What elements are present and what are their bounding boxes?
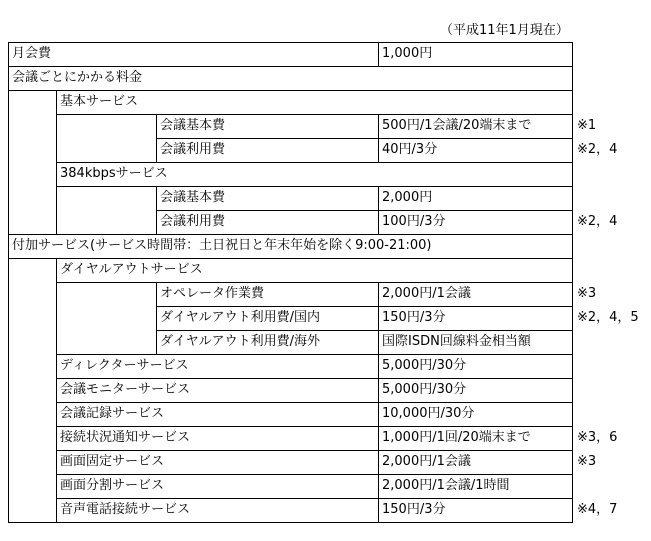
row-price: 150円/3分 [382,310,446,325]
row-label-cell [156,306,379,331]
row-label: 会議モニターサービス [60,382,191,397]
row-price-cell [378,426,573,451]
row-label: 会議記録サービス [60,406,165,421]
row-label-cell [56,378,379,403]
row-note: ※3 [577,454,597,469]
row-label-cell [156,114,379,139]
row-price: 2,000円 [382,190,433,205]
row-label: 画面固定サービス [60,454,165,469]
row-price: 10,000円/30分 [382,406,475,421]
row-label-cell [56,498,379,523]
row-label: 付加サービス(サービス時間帯：土日祝日と年末年始を除く9:00-21:00) [12,238,432,253]
row-label-cell [56,426,379,451]
row-label: オペレータ作業費 [160,286,265,301]
group-indent-cell [8,258,57,523]
date-note: （平成11年1月現在） [440,23,569,38]
row-label-cell [156,210,379,235]
row-label: ダイヤルアウトサービス [60,262,203,277]
row-label-cell [156,330,379,355]
row-price: 1,000円 [382,46,433,61]
row-price-cell [378,354,573,379]
row-note: ※2，4，5 [577,310,639,325]
row-label-cell [56,354,379,379]
row-note: ※4，7 [577,502,618,517]
row-label-cell [8,66,573,91]
row-label-cell [56,258,573,283]
row-price-cell [378,474,573,499]
row-label: ダイヤルアウト利用費/国内 [160,310,320,325]
row-label: 画面分割サービス [60,478,165,493]
row-price-cell [378,378,573,403]
row-label-cell [156,186,379,211]
row-price-cell [378,138,573,163]
row-price-cell [378,402,573,427]
row-label: 会議基本費 [160,118,226,133]
row-price-cell [378,114,573,139]
group-indent-cell [56,282,157,355]
row-label-cell [156,282,379,307]
row-price-cell [378,498,573,523]
row-price: 国際ISDN回線料金相当額 [382,334,531,349]
row-label: 384kbpsサービス [60,166,168,181]
row-price: 40円/3分 [382,142,438,157]
row-label-cell [56,402,379,427]
row-price: 500円/1会議/20端末まで [382,118,532,133]
row-note: ※2，4 [577,142,618,157]
row-label: 音声電話接続サービス [60,502,191,517]
row-label-cell [56,450,379,475]
row-label: ディレクターサービス [60,358,189,373]
row-price-cell [378,330,573,355]
row-note: ※3 [577,286,597,301]
row-label-cell [56,474,379,499]
row-note: ※1 [577,118,597,133]
group-indent-cell [56,186,157,235]
row-price-cell [378,42,573,67]
row-price: 100円/3分 [382,214,446,229]
row-price: 2,000円/1会議 [382,454,471,469]
row-price: 2,000円/1会議 [382,286,471,301]
row-price: 150円/3分 [382,502,446,517]
row-price-cell [378,210,573,235]
row-price-cell [378,282,573,307]
row-label-cell [156,138,379,163]
row-label-cell [8,234,573,259]
row-note: ※3，6 [577,430,618,445]
row-price-cell [378,186,573,211]
row-label: 会議利用費 [160,142,226,157]
row-label-cell [8,42,379,67]
row-price-cell [378,450,573,475]
row-label: 会議基本費 [160,190,226,205]
row-label: 基本サービス [60,94,139,109]
group-indent-cell [8,90,57,235]
row-label: ダイヤルアウト利用費/海外 [160,334,320,349]
row-note: ※2，4 [577,214,618,229]
group-indent-cell [56,114,157,163]
row-label: 月会費 [12,46,52,61]
row-label: 会議ごとにかかる料金 [12,70,143,85]
row-price: 1,000円/1回/20端末まで [382,430,531,445]
row-label-cell [56,162,573,187]
row-price: 2,000円/1会議/1時間 [382,478,510,493]
row-label: 会議利用費 [160,214,226,229]
row-price: 5,000円/30分 [382,382,467,397]
row-price: 5,000円/30分 [382,358,467,373]
row-price-cell [378,306,573,331]
row-label-cell [56,90,573,115]
row-label: 接続状況通知サービス [60,430,191,445]
